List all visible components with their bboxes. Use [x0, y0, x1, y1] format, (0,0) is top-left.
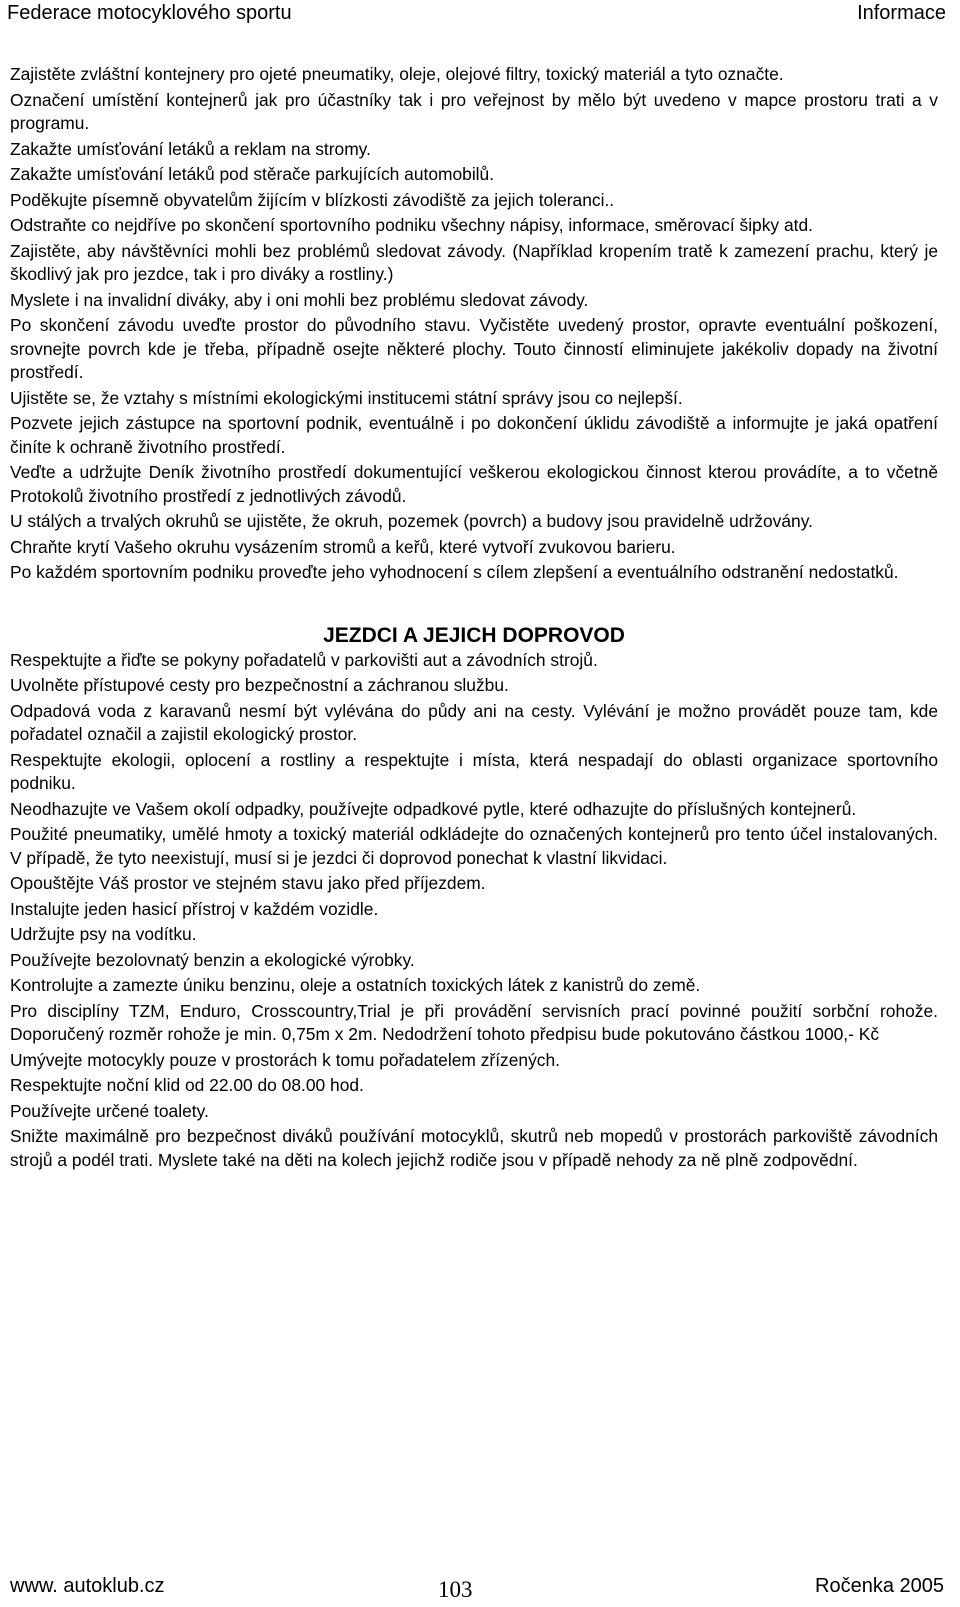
paragraph: Po každém sportovním podniku proveďte jeho vyhodnocení s cílem zlepšení a eventuálního odstranění nedostatků. [10, 562, 899, 582]
footer-yearbook: Ročenka 2005 [815, 1575, 944, 1597]
paragraph: Uvolněte přístupové cesty pro bezpečnostní a záchranou službu. [10, 675, 509, 695]
paragraph: Pozvete jejich zástupce na sportovní podnik, eventuálně i po dokončení úklidu závodiště a informujte je jaká opatření činíte k ochraně životního prostředí. [10, 413, 938, 457]
paragraphs-top [10, 63, 938, 585]
paragraph: Odpadová voda z karavanů nesmí být vylévána do půdy ani na cesty. Vylévání je možno provádět pouze tam, kde pořadatel označil a zajistil ekologický prostor. [10, 700, 938, 744]
paragraph: Respektujte ekologii, oplocení a rostliny a respektujte i místa, která nespadají do oblasti organizace sportovního podniku. [10, 749, 938, 793]
paragraph: Poděkujte písemně obyvatelům žijícím v blízkosti závodiště za jejich toleranci.. [10, 189, 615, 210]
paragraph: Respektujte a řiďte se pokyny pořadatelů v parkovišti aut a závodních strojů. [10, 649, 598, 670]
paragraph: Opouštějte Váš prostor ve stejném stavu jako před příjezdem. [10, 873, 486, 893]
paragraph: Umývejte motocykly pouze v prostorách k tomu pořadatelem zřízených. [10, 1049, 560, 1070]
page-footer [0, 1568, 946, 1604]
page-header [0, 0, 946, 26]
header-organization: Federace motocyklového sportu [7, 2, 292, 24]
paragraph: Veďte a udržujte Deník životního prostředí dokumentující veškerou ekologickou činnost kterou provádíte, a to včetně Protokolů životního prostředí z jednotlivých závodů. [10, 462, 938, 506]
paragraph: Instalujte jeden hasicí přístroj v každém vozidle. [10, 898, 379, 919]
paragraph: Myslete i na invalidní diváky, aby i oni mohli bez problému sledovat závody. [10, 289, 589, 310]
document-body [10, 63, 938, 1174]
paragraph: Označení umístění kontejnerů jak pro účastníky tak i pro veřejnost by mělo být uvedeno v mapce prostoru trati a v programu. [10, 89, 938, 133]
paragraph: Zakažte umísťování letáků a reklam na stromy. [10, 138, 371, 159]
paragraph: Používejte bezolovnatý benzin a ekologické výrobky. [10, 949, 415, 970]
paragraph: Používejte určené toalety. [10, 1100, 209, 1121]
section-title: JEZDCI A JEJICH DOPROVOD [323, 623, 625, 647]
paragraph: Kontrolujte a zamezte úniku benzinu, oleje a ostatních toxických látek z kanistrů do země. [10, 975, 701, 995]
paragraph: Udržujte psy na vodítku. [10, 924, 197, 944]
paragraph: U stálých a trvalých okruhů se ujistěte, že okruh, pozemek (povrch) a budovy jsou pravidelně udržovány. [10, 511, 813, 531]
paragraph: Snižte maximálně pro bezpečnost diváků používání motocyklů, skutrů neb mopedů v prostorách parkoviště závodních strojů a podél trati. Myslete také na děti na kolech jejichž rodiče jsou v případě nehody za ně plně zodpovědní. [10, 1126, 938, 1170]
paragraph: Pro disciplíny TZM, Enduro, Crosscountry,Trial je při provádění servisních prací povinné použití sorbční rohože. Doporučený rozměr rohože je min. 0,75m x 2m. Nedodržení tohoto předpisu bude pokutováno částkou 1000,- Kč [10, 1000, 938, 1044]
paragraph: Zakažte umísťování letáků pod stěrače parkujících automobilů. [10, 164, 495, 184]
paragraph: Zajistěte zvláštní kontejnery pro ojeté pneumatiky, oleje, olejové filtry, toxický materiál a tyto označte. [10, 64, 784, 84]
paragraph: Po skončení závodu uveďte prostor do původního stavu. Vyčistěte uvedený prostor, opravte eventuální poškození, srovnejte povrch kde je třeba, případně osejte některé plochy. Touto činností eliminujete jakékoliv dopady na životní prostředí. [10, 315, 938, 382]
header-section: Informace [857, 2, 946, 24]
paragraph: Zajistěte, aby návštěvníci mohli bez problémů sledovat závody. (Například kropením tratě k zamezení prachu, který je škodlivý jak pro jezdce, tak i pro diváky a rostliny.) [10, 240, 938, 284]
paragraph: Použité pneumatiky, umělé hmoty a toxický materiál odkládejte do označených kontejnerů pro tento účel instalovaných. V případě, že tyto neexistují, musí si je jezdci či doprovod ponechat k vlastní likvidaci. [10, 824, 938, 868]
paragraph: Chraňte krytí Vašeho okruhu vysázením stromů a keřů, které vytvoří zvukovou barieru. [10, 536, 676, 557]
paragraph: Odstraňte co nejdříve po skončení sportovního podniku všechny nápisy, informace, směrovací šipky atd. [10, 215, 813, 235]
paragraph: Respektujte noční klid od 22.00 do 08.00 hod. [10, 1075, 364, 1095]
paragraph: Neodhazujte ve Vašem okolí odpadky, používejte odpadkové pytle, které odhazujte do příslušných kontejnerů. [10, 798, 857, 819]
footer-website: www. autoklub.cz [10, 1575, 165, 1597]
page-number: 103 [438, 1577, 473, 1602]
paragraphs-bottom [10, 649, 938, 1173]
paragraph: Ujistěte se, že vztahy s místními ekologickými institucemi státní správy jsou co nejlepší. [10, 387, 683, 408]
